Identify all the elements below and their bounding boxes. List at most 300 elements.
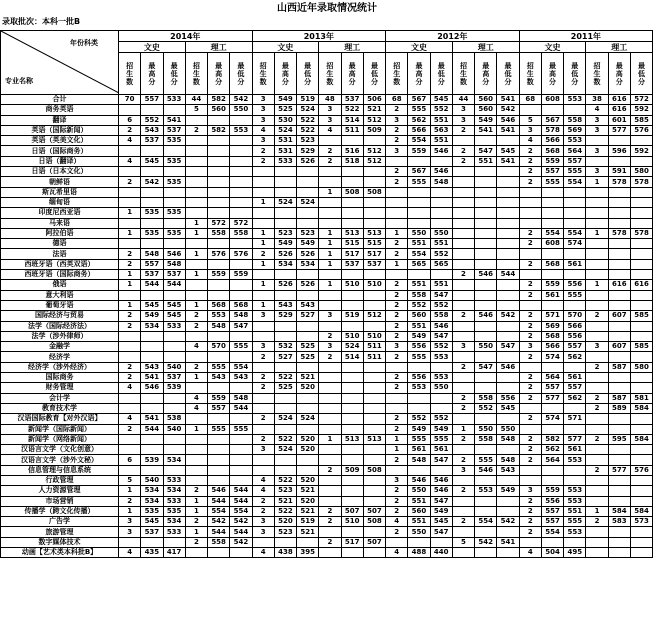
value-cell: 557 <box>541 517 563 527</box>
value-cell: 522 <box>297 115 319 125</box>
value-cell <box>363 414 385 424</box>
value-cell: 522 <box>341 105 363 115</box>
value-cell: 3 <box>386 146 408 156</box>
value-cell <box>541 475 563 485</box>
major-name: 英语（英美文化） <box>1 136 119 146</box>
value-cell <box>630 156 652 166</box>
value-cell <box>430 270 452 280</box>
value-cell: 520 <box>297 475 319 485</box>
value-cell <box>185 548 207 558</box>
value-cell <box>297 218 319 228</box>
value-cell <box>119 167 141 177</box>
value-cell: 546 <box>430 167 452 177</box>
value-cell: 514 <box>341 352 363 362</box>
value-cell: 515 <box>341 239 363 249</box>
value-cell <box>208 414 230 424</box>
value-cell <box>586 424 608 434</box>
value-cell <box>475 187 497 197</box>
value-cell <box>452 228 474 238</box>
value-cell <box>363 218 385 228</box>
value-cell <box>119 342 141 352</box>
value-cell: 535 <box>163 136 185 146</box>
value-cell: 524 <box>274 445 296 455</box>
value-cell: 544 <box>163 280 185 290</box>
value-cell <box>408 393 430 403</box>
value-cell: 543 <box>274 300 296 310</box>
value-cell: 557 <box>141 95 163 105</box>
value-cell: 521 <box>297 527 319 537</box>
value-cell: 514 <box>341 115 363 125</box>
value-cell <box>119 187 141 197</box>
value-cell <box>319 218 341 228</box>
value-cell: 513 <box>363 434 385 444</box>
table-row <box>1 496 653 506</box>
value-cell: 608 <box>541 239 563 249</box>
value-cell <box>208 383 230 393</box>
value-cell <box>297 455 319 465</box>
value-cell <box>185 331 207 341</box>
year-header: 2013年 <box>252 31 386 42</box>
value-cell <box>119 331 141 341</box>
value-cell <box>319 424 341 434</box>
value-cell: 2 <box>519 239 541 249</box>
value-cell: 572 <box>208 218 230 228</box>
major-name: 英语（国际新闻） <box>1 125 119 135</box>
value-cell: 2 <box>519 393 541 403</box>
table-row <box>1 115 653 125</box>
value-cell: 1 <box>586 228 608 238</box>
value-cell: 3 <box>519 125 541 135</box>
value-cell: 2 <box>452 156 474 166</box>
value-cell: 523 <box>274 527 296 537</box>
value-cell: 562 <box>564 393 586 403</box>
value-cell: 2 <box>119 177 141 187</box>
value-cell <box>363 455 385 465</box>
value-cell: 537 <box>363 259 385 269</box>
value-cell: 560 <box>408 506 430 516</box>
value-cell <box>608 321 630 331</box>
value-cell <box>497 249 519 259</box>
value-cell: 545 <box>163 311 185 321</box>
value-cell: 543 <box>141 362 163 372</box>
value-cell <box>475 218 497 228</box>
value-cell: 526 <box>297 280 319 290</box>
value-cell: 2 <box>452 403 474 413</box>
value-cell: 537 <box>163 125 185 135</box>
value-cell <box>163 146 185 156</box>
value-cell: 507 <box>341 506 363 516</box>
table-row <box>1 249 653 259</box>
value-cell: 1 <box>586 280 608 290</box>
major-name: 缅甸语 <box>1 197 119 207</box>
value-cell <box>230 548 252 558</box>
value-cell: 557 <box>541 383 563 393</box>
table-row <box>1 239 653 249</box>
value-cell: 563 <box>430 125 452 135</box>
value-cell <box>408 218 430 228</box>
value-cell <box>452 383 474 393</box>
value-cell: 511 <box>363 342 385 352</box>
page-title: 山西近年录取情况统计 <box>277 3 377 14</box>
value-cell <box>252 331 274 341</box>
value-cell <box>608 259 630 269</box>
value-cell: 552 <box>408 414 430 424</box>
value-cell: 554 <box>408 136 430 146</box>
value-cell: 440 <box>430 548 452 558</box>
value-cell: 2 <box>185 125 207 135</box>
value-cell <box>586 218 608 228</box>
value-cell: 522 <box>274 475 296 485</box>
value-cell: 6 <box>119 115 141 125</box>
value-cell <box>519 197 541 207</box>
value-cell: 520 <box>297 445 319 455</box>
value-cell <box>185 434 207 444</box>
value-cell: 513 <box>341 434 363 444</box>
value-cell: 1 <box>452 424 474 434</box>
value-cell: 526 <box>274 280 296 290</box>
value-cell: 4 <box>386 517 408 527</box>
value-cell: 1 <box>386 228 408 238</box>
value-cell: 544 <box>208 527 230 537</box>
value-cell <box>119 218 141 228</box>
value-cell: 537 <box>163 270 185 280</box>
year-header: 2011年 <box>519 31 653 42</box>
value-cell: 2 <box>319 506 341 516</box>
value-cell: 554 <box>564 177 586 187</box>
value-cell <box>608 270 630 280</box>
value-cell <box>141 403 163 413</box>
track-header: 理工 <box>452 42 519 53</box>
value-cell <box>475 352 497 362</box>
value-cell: 534 <box>274 259 296 269</box>
major-name: 翻译 <box>1 115 119 125</box>
value-cell: 2 <box>452 146 474 156</box>
value-cell: 583 <box>608 517 630 527</box>
value-cell: 549 <box>408 424 430 434</box>
value-cell: 601 <box>608 115 630 125</box>
value-cell <box>564 403 586 413</box>
value-cell <box>541 465 563 475</box>
value-cell: 4 <box>185 403 207 413</box>
value-cell <box>297 393 319 403</box>
value-cell: 568 <box>208 300 230 310</box>
value-cell <box>430 403 452 413</box>
value-cell: 547 <box>475 362 497 372</box>
table-row <box>1 548 653 558</box>
value-cell: 2 <box>252 414 274 424</box>
value-cell <box>541 424 563 434</box>
value-cell <box>497 187 519 197</box>
value-cell <box>297 208 319 218</box>
value-cell: 535 <box>141 228 163 238</box>
value-cell <box>408 465 430 475</box>
table-row <box>1 362 653 372</box>
value-cell: 543 <box>208 373 230 383</box>
value-cell: 5 <box>119 475 141 485</box>
value-cell <box>230 475 252 485</box>
value-cell: 2 <box>519 311 541 321</box>
value-cell <box>430 362 452 372</box>
value-cell <box>608 496 630 506</box>
value-cell: 2 <box>386 125 408 135</box>
value-cell: 551 <box>564 506 586 516</box>
value-cell <box>363 290 385 300</box>
value-cell: 525 <box>274 383 296 393</box>
value-cell: 2 <box>452 455 474 465</box>
value-cell <box>519 208 541 218</box>
value-cell <box>452 290 474 300</box>
value-cell <box>141 331 163 341</box>
value-cell: 578 <box>630 177 652 187</box>
value-cell <box>497 475 519 485</box>
major-name: 日语（翻译） <box>1 156 119 166</box>
value-cell <box>497 177 519 187</box>
value-cell <box>319 548 341 558</box>
table-row <box>1 125 653 135</box>
table-row <box>1 465 653 475</box>
value-cell <box>363 486 385 496</box>
value-cell: 1 <box>185 496 207 506</box>
value-cell: 534 <box>141 486 163 496</box>
major-name: 国际商务 <box>1 373 119 383</box>
value-cell <box>208 331 230 341</box>
value-cell <box>297 362 319 372</box>
value-cell: 561 <box>541 290 563 300</box>
value-cell <box>363 393 385 403</box>
value-cell: 546 <box>430 475 452 485</box>
value-cell: 570 <box>564 311 586 321</box>
value-cell: 1 <box>185 270 207 280</box>
major-name: 国际经济与贸易 <box>1 311 119 321</box>
value-cell <box>608 537 630 547</box>
value-cell: 2 <box>519 177 541 187</box>
table-row <box>1 486 653 496</box>
value-cell: 2 <box>252 383 274 393</box>
value-cell: 576 <box>208 249 230 259</box>
value-cell <box>452 321 474 331</box>
value-cell <box>608 527 630 537</box>
value-cell: 513 <box>363 228 385 238</box>
value-cell <box>586 373 608 383</box>
value-cell <box>452 475 474 485</box>
value-cell <box>452 352 474 362</box>
value-cell: 2 <box>519 146 541 156</box>
value-cell: 555 <box>408 352 430 362</box>
value-cell: 551 <box>408 517 430 527</box>
value-cell <box>586 270 608 280</box>
value-cell <box>141 445 163 455</box>
value-cell <box>608 156 630 166</box>
value-cell <box>274 537 296 547</box>
value-cell: 522 <box>274 373 296 383</box>
value-cell <box>541 362 563 372</box>
value-cell: 551 <box>408 239 430 249</box>
value-cell <box>363 136 385 146</box>
value-cell: 4 <box>119 548 141 558</box>
metric-header: 最 高 分 <box>541 53 563 95</box>
value-cell: 552 <box>430 249 452 259</box>
value-cell: 3 <box>586 115 608 125</box>
value-cell: 2 <box>519 455 541 465</box>
value-cell: 1 <box>119 280 141 290</box>
value-cell <box>341 208 363 218</box>
value-cell <box>230 177 252 187</box>
value-cell: 1 <box>586 506 608 516</box>
value-cell <box>208 548 230 558</box>
value-cell: 557 <box>564 342 586 352</box>
value-cell: 2 <box>586 311 608 321</box>
value-cell: 1 <box>185 228 207 238</box>
value-cell: 524 <box>297 414 319 424</box>
value-cell: 546 <box>430 486 452 496</box>
value-cell: 556 <box>408 373 430 383</box>
value-cell: 1 <box>252 228 274 238</box>
value-cell <box>630 352 652 362</box>
value-cell: 580 <box>630 362 652 372</box>
value-cell <box>341 373 363 383</box>
value-cell: 518 <box>341 156 363 166</box>
value-cell <box>252 465 274 475</box>
value-cell <box>230 280 252 290</box>
value-cell: 507 <box>363 537 385 547</box>
value-cell: 2 <box>119 125 141 135</box>
value-cell: 541 <box>141 373 163 383</box>
metric-header: 招 生 数 <box>519 53 541 95</box>
value-cell: 2 <box>452 434 474 444</box>
value-cell <box>341 403 363 413</box>
value-cell: 395 <box>297 548 319 558</box>
value-cell <box>586 414 608 424</box>
major-name: 法语 <box>1 249 119 259</box>
value-cell <box>497 496 519 506</box>
metric-header: 招 生 数 <box>185 53 207 95</box>
value-cell <box>608 300 630 310</box>
value-cell: 557 <box>541 167 563 177</box>
value-cell <box>119 465 141 475</box>
value-cell <box>185 445 207 455</box>
value-cell: 553 <box>564 486 586 496</box>
value-cell <box>119 537 141 547</box>
value-cell: 592 <box>630 146 652 156</box>
value-cell <box>564 197 586 207</box>
value-cell: 545 <box>163 300 185 310</box>
value-cell <box>185 383 207 393</box>
value-cell: 529 <box>274 311 296 321</box>
value-cell <box>208 465 230 475</box>
value-cell: 535 <box>141 208 163 218</box>
value-cell <box>564 465 586 475</box>
metric-header: 招 生 数 <box>386 53 408 95</box>
value-cell: 537 <box>341 259 363 269</box>
value-cell <box>541 218 563 228</box>
value-cell <box>497 373 519 383</box>
value-cell: 546 <box>475 270 497 280</box>
value-cell: 510 <box>341 517 363 527</box>
value-cell <box>230 167 252 177</box>
value-cell: 2 <box>452 486 474 496</box>
value-cell <box>430 218 452 228</box>
value-cell: 560 <box>475 105 497 115</box>
value-cell <box>386 403 408 413</box>
value-cell <box>319 496 341 506</box>
value-cell: 542 <box>230 517 252 527</box>
value-cell: 1 <box>319 187 341 197</box>
value-cell: 545 <box>141 156 163 166</box>
value-cell: 2 <box>386 105 408 115</box>
value-cell: 551 <box>430 136 452 146</box>
value-cell <box>608 424 630 434</box>
value-cell <box>341 383 363 393</box>
value-cell <box>608 445 630 455</box>
value-cell: 4 <box>386 548 408 558</box>
metric-header: 最 高 分 <box>608 53 630 95</box>
value-cell: 510 <box>363 280 385 290</box>
value-cell <box>208 290 230 300</box>
value-cell <box>208 445 230 455</box>
value-cell <box>630 331 652 341</box>
value-cell <box>586 156 608 166</box>
value-cell <box>252 187 274 197</box>
value-cell: 553 <box>230 125 252 135</box>
table-row <box>1 218 653 228</box>
value-cell: 561 <box>408 445 430 455</box>
value-cell: 537 <box>141 527 163 537</box>
value-cell <box>185 156 207 166</box>
value-cell <box>452 249 474 259</box>
value-cell: 1 <box>319 228 341 238</box>
value-cell <box>252 362 274 372</box>
metric-header: 招 生 数 <box>119 53 141 95</box>
value-cell: 3 <box>252 95 274 105</box>
value-cell: 550 <box>408 527 430 537</box>
value-cell <box>608 548 630 558</box>
value-cell: 1 <box>119 208 141 218</box>
value-cell <box>497 259 519 269</box>
value-cell <box>363 373 385 383</box>
value-cell: 572 <box>230 218 252 228</box>
value-cell: 555 <box>408 105 430 115</box>
value-cell <box>274 187 296 197</box>
value-cell: 533 <box>163 527 185 537</box>
value-cell <box>119 290 141 300</box>
value-cell <box>430 537 452 547</box>
value-cell: 577 <box>541 393 563 403</box>
value-cell <box>475 383 497 393</box>
value-cell <box>608 239 630 249</box>
value-cell <box>452 414 474 424</box>
table-row <box>1 383 653 393</box>
value-cell: 541 <box>497 537 519 547</box>
major-name: 动画【艺术类本科批B】 <box>1 548 119 558</box>
value-cell: 542 <box>208 517 230 527</box>
value-cell: 569 <box>541 321 563 331</box>
value-cell <box>408 187 430 197</box>
value-cell <box>230 352 252 362</box>
value-cell: 584 <box>630 506 652 516</box>
value-cell: 2 <box>319 352 341 362</box>
value-cell: 545 <box>141 300 163 310</box>
metric-header: 最 高 分 <box>341 53 363 95</box>
value-cell <box>163 393 185 403</box>
value-cell: 552 <box>408 300 430 310</box>
value-cell: 546 <box>497 362 519 372</box>
value-cell: 2 <box>185 486 207 496</box>
value-cell: 2 <box>119 249 141 259</box>
major-name: 印度尼西亚语 <box>1 208 119 218</box>
major-name: 经济学 <box>1 352 119 362</box>
value-cell: 2 <box>519 506 541 516</box>
value-cell: 608 <box>541 95 563 105</box>
